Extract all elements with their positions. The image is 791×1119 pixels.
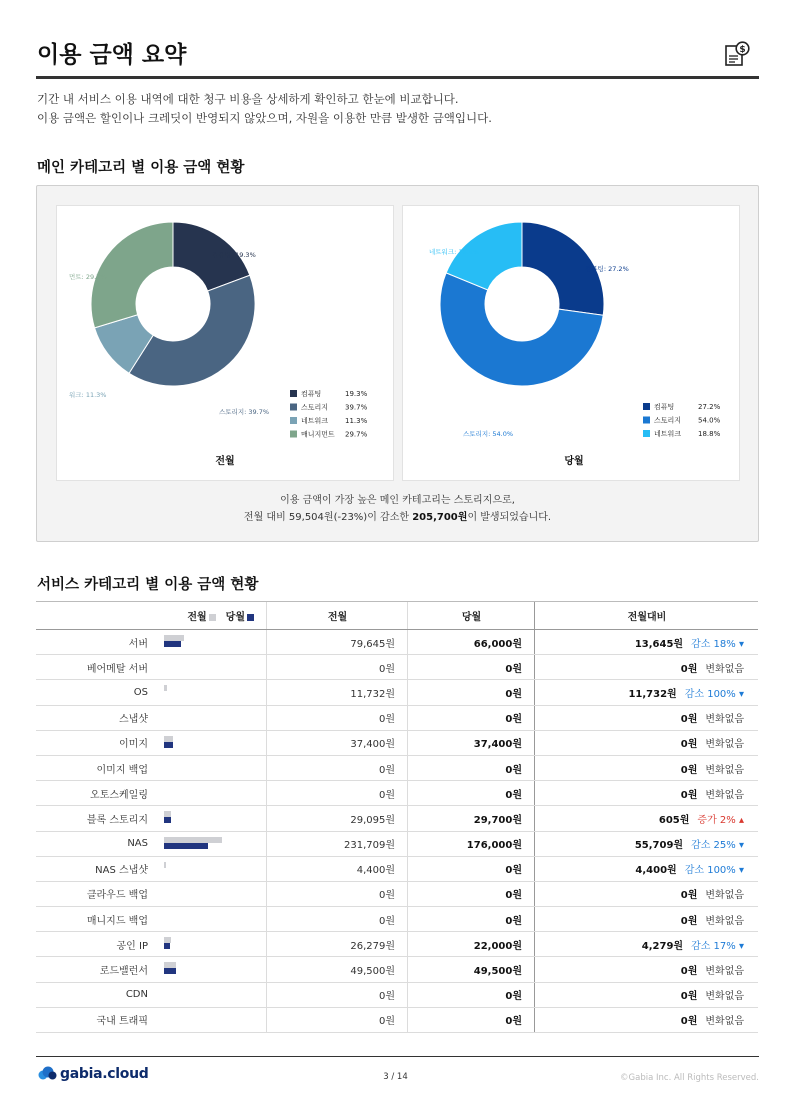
intro-line-1: 기간 내 서비스 이용 내역에 대한 청구 비용을 상세하게 확인하고 한눈에 비교합니다.: [37, 92, 459, 106]
legend-label: 스토리지: [654, 416, 682, 425]
service-name: NAS 스냅샷: [36, 856, 154, 881]
cur-amount: 0원: [408, 856, 535, 881]
prev-month-bar: [164, 862, 166, 868]
dollar-document-icon: [723, 40, 751, 68]
comparison-bar-cell: [154, 982, 267, 1007]
chart-summary-line-1: 이용 금액이 가장 높은 메인 카테고리는 스토리지으로,: [280, 495, 515, 506]
service-name: 로드밸런서: [36, 957, 154, 982]
table-row: [36, 705, 758, 730]
prev-amount: 0원: [267, 907, 408, 932]
cur-month-bar: [164, 641, 181, 647]
diff-text: 변화없음: [705, 915, 744, 927]
cur-amount: 66,000원: [408, 630, 535, 655]
prev-amount: 49,500원: [267, 957, 408, 982]
svg-text:$: $: [739, 45, 746, 55]
diff-amount: 0원: [680, 966, 698, 978]
service-name: 스냅샷: [36, 705, 154, 730]
legend-label: 스토리지: [301, 403, 329, 412]
diff-text: 감소 100%: [684, 865, 736, 877]
title-divider: [36, 76, 759, 79]
summary-amount: 205,700원: [412, 512, 468, 523]
cur-month-bar: [164, 943, 170, 949]
diff-amount: 0원: [680, 714, 698, 726]
prev-amount: 231,709원: [267, 831, 408, 856]
legend-value: 27.2%: [698, 403, 721, 411]
cur-month-chart-panel: [402, 205, 740, 481]
service-name: 서버: [36, 630, 154, 655]
legend-label: 매니지먼트: [301, 430, 335, 439]
service-name: CDN: [36, 982, 154, 1007]
prev-amount: 0원: [267, 982, 408, 1007]
comparison-bar-cell: [154, 781, 267, 806]
service-name: 오토스케일링: [36, 781, 154, 806]
service-name: 매니지드 백업: [36, 907, 154, 932]
caret-down-icon: ▾: [735, 865, 744, 877]
legend-swatch: [290, 431, 297, 438]
page-number: 3 / 14: [383, 1072, 408, 1082]
table-row: [36, 755, 758, 780]
table-row: [36, 806, 758, 831]
chart-title: 전월: [215, 456, 235, 467]
legend-prev-label: 전월: [187, 612, 207, 623]
table-row: [36, 1007, 758, 1032]
prev-amount: 0원: [267, 1007, 408, 1032]
diff-amount: 4,279원: [641, 940, 684, 952]
diff-amount: 55,709원: [634, 840, 684, 852]
diff-text: 변화없음: [705, 1016, 744, 1028]
legend-swatch: [643, 403, 650, 410]
caret-down-icon: ▾: [735, 638, 744, 650]
cur-amount: 0원: [408, 755, 535, 780]
cur-amount: 22,000원: [408, 932, 535, 957]
prev-amount: 0원: [267, 881, 408, 906]
service-name: 공인 IP: [36, 932, 154, 957]
service-name: 이미지 백업: [36, 755, 154, 780]
caret-down-icon: ▾: [735, 840, 744, 852]
comparison-bar-cell: [154, 755, 267, 780]
legend-value: 39.7%: [345, 403, 368, 412]
comparison-bar-cell: [154, 806, 267, 831]
page-title: 이용 금액 요약: [37, 42, 187, 68]
diff-amount: 4,400원: [635, 865, 677, 877]
slice-label: 스토리지: 54.0%: [463, 430, 514, 438]
cur-amount: 0원: [408, 1007, 535, 1032]
footer-divider: [36, 1056, 759, 1057]
col-header-prev: 전월: [267, 602, 408, 630]
diff-cell: [535, 705, 759, 730]
prev-amount: 37,400원: [267, 730, 408, 755]
diff-text: 변화없음: [705, 991, 744, 1003]
diff-cell: [535, 680, 759, 705]
table-header-row: [36, 602, 758, 630]
diff-text: 변화없음: [705, 890, 744, 902]
prev-amount: 0원: [267, 655, 408, 680]
table-row: [36, 881, 758, 906]
diff-cell: [535, 856, 759, 881]
diff-cell: [535, 881, 759, 906]
diff-text: 변화없음: [705, 714, 744, 726]
chart-title: 당월: [564, 456, 584, 467]
legend-swatch: [643, 417, 650, 424]
summary-suffix: 이 발생되었습니다.: [467, 512, 552, 523]
cur-amount: 49,500원: [408, 957, 535, 982]
legend-label: 네트워크: [654, 430, 682, 438]
cur-amount: 0원: [408, 655, 535, 680]
caret-down-icon: ▾: [735, 688, 744, 700]
table-row: [36, 655, 758, 680]
legend-label: 컴퓨팅: [654, 403, 675, 411]
cur-amount: 0원: [408, 680, 535, 705]
cur-amount: 0원: [408, 881, 535, 906]
cur-month-bar: [164, 968, 176, 974]
main-category-section-title: 메인 카테고리 별 이용 금액 현황: [37, 160, 245, 176]
comparison-bar-cell: [154, 831, 267, 856]
cur-month-bar: [164, 817, 171, 823]
cur-amount: 0원: [408, 982, 535, 1007]
diff-cell: [535, 957, 759, 982]
prev-month-chart-panel: [56, 205, 394, 481]
comparison-bar-cell: [154, 1007, 267, 1032]
legend-label: 네트워크: [301, 417, 329, 425]
service-name: 블록 스토리지: [36, 806, 154, 831]
diff-cell: [535, 755, 759, 780]
cur-amount: 37,400원: [408, 730, 535, 755]
slice-label: 네트워크: 18.8%: [429, 248, 480, 256]
bar-legend: [36, 602, 267, 630]
table-row: [36, 831, 758, 856]
legend-label: 컴퓨팅: [301, 390, 322, 398]
chart-summary-line-2: [37, 509, 758, 526]
service-name: NAS: [36, 831, 154, 856]
table-row: [36, 781, 758, 806]
slice-label: 스토리지: 39.7%: [219, 408, 270, 416]
comparison-bar-cell: [154, 730, 267, 755]
legend-value: 19.3%: [345, 390, 368, 398]
cur-amount: 29,700원: [408, 806, 535, 831]
legend-swatch: [290, 390, 297, 397]
diff-amount: 0원: [680, 915, 698, 927]
service-name: 국내 트래픽: [36, 1007, 154, 1032]
diff-text: 감소 100%: [684, 688, 736, 700]
diff-amount: 0원: [680, 890, 698, 902]
caret-down-icon: ▾: [735, 940, 744, 952]
prev-amount: 26,279원: [267, 932, 408, 957]
logo-text: gabia.cloud: [60, 1066, 149, 1082]
diff-text: 증가 2%: [697, 814, 736, 826]
table-row: [36, 856, 758, 881]
table-row: [36, 680, 758, 705]
donut-chart: [57, 206, 393, 480]
intro-line-2: 이용 금액은 할인이나 크레딧이 반영되지 않았으며, 자원을 이용한 만큼 발생한 금액입니다.: [37, 111, 492, 125]
diff-text: 변화없음: [705, 764, 744, 776]
diff-text: 감소 25%: [691, 840, 736, 852]
summary-prefix: 전월 대비 59,504원(-23%)이 감소한: [243, 512, 413, 523]
main-category-chart-box: [36, 185, 759, 542]
legend-value: 11.3%: [345, 417, 368, 425]
prev-amount: 79,645원: [267, 630, 408, 655]
comparison-bar-cell: [154, 856, 267, 881]
cur-amount: 176,000원: [408, 831, 535, 856]
comparison-bar-cell: [154, 655, 267, 680]
diff-text: 감소 17%: [691, 940, 736, 952]
diff-amount: 605원: [658, 814, 690, 826]
slice-label: 컴퓨팅: 19.3%: [212, 251, 256, 259]
copyright: ©Gabia Inc. All Rights Reserved.: [620, 1073, 759, 1083]
diff-amount: 11,732원: [628, 688, 677, 700]
comparison-bar-cell: [154, 881, 267, 906]
comparison-bar-cell: [154, 957, 267, 982]
prev-amount: 29,095원: [267, 806, 408, 831]
chart-summary: [37, 492, 758, 526]
table-row: [36, 730, 758, 755]
comparison-bar-cell: [154, 932, 267, 957]
legend-value: 54.0%: [698, 416, 721, 425]
intro-text: [37, 90, 492, 128]
diff-amount: 0원: [680, 764, 698, 776]
service-name: OS: [36, 680, 154, 705]
caret-up-icon: ▴: [735, 814, 744, 826]
diff-amount: 0원: [680, 1016, 698, 1028]
diff-amount: 0원: [680, 663, 698, 675]
legend-swatch: [290, 404, 297, 411]
prev-amount: 4,400원: [267, 856, 408, 881]
diff-cell: [535, 781, 759, 806]
diff-cell: [535, 655, 759, 680]
slice-label: 컴퓨팅: 27.2%: [585, 265, 629, 273]
diff-text: 변화없음: [705, 966, 744, 978]
diff-text: 감소 18%: [691, 638, 736, 650]
table-row: [36, 982, 758, 1007]
diff-cell: [535, 1007, 759, 1032]
comparison-bar-cell: [154, 907, 267, 932]
legend-swatch: [643, 430, 650, 437]
table-row: [36, 630, 758, 655]
service-category-table: [36, 601, 758, 1033]
diff-cell: [535, 806, 759, 831]
slice-label: 워크: 11.3%: [69, 391, 107, 399]
comparison-bar-cell: [154, 680, 267, 705]
diff-cell: [535, 831, 759, 856]
cur-month-bar: [164, 843, 208, 849]
slice-label: 먼트: 29.7%: [69, 273, 107, 281]
diff-amount: 0원: [680, 789, 698, 801]
legend-cur-label: 당월: [225, 612, 245, 623]
cur-amount: 0원: [408, 781, 535, 806]
legend-value: 29.7%: [345, 430, 368, 439]
diff-text: 변화없음: [705, 739, 744, 751]
prev-amount: 0원: [267, 781, 408, 806]
comparison-bar-cell: [154, 630, 267, 655]
prev-amount: 11,732원: [267, 680, 408, 705]
diff-text: 변화없음: [705, 789, 744, 801]
diff-amount: 0원: [680, 991, 698, 1003]
prev-amount: 0원: [267, 755, 408, 780]
table-row: [36, 957, 758, 982]
donut-chart: [403, 206, 739, 480]
legend-swatch: [290, 417, 297, 424]
legend-value: 18.8%: [698, 430, 721, 438]
cur-amount: 0원: [408, 705, 535, 730]
diff-amount: 13,645원: [634, 638, 684, 650]
diff-text: 변화없음: [705, 663, 744, 675]
service-name: 베어메탈 서버: [36, 655, 154, 680]
comparison-bar-cell: [154, 705, 267, 730]
diff-cell: [535, 630, 759, 655]
diff-cell: [535, 730, 759, 755]
col-header-diff: 전월대비: [535, 602, 759, 630]
diff-cell: [535, 907, 759, 932]
col-header-cur: 당월: [408, 602, 535, 630]
cur-month-bar: [164, 742, 173, 748]
service-name: 클라우드 백업: [36, 881, 154, 906]
table-row: [36, 907, 758, 932]
service-name: 이미지: [36, 730, 154, 755]
legend-cur-swatch: [247, 614, 254, 621]
table-row: [36, 932, 758, 957]
prev-amount: 0원: [267, 705, 408, 730]
cur-amount: 0원: [408, 907, 535, 932]
service-category-section-title: 서비스 카테고리 별 이용 금액 현황: [37, 577, 259, 593]
diff-cell: [535, 932, 759, 957]
diff-amount: 0원: [680, 739, 698, 751]
diff-cell: [535, 982, 759, 1007]
legend-prev-swatch: [209, 614, 216, 621]
prev-month-bar: [164, 685, 167, 691]
